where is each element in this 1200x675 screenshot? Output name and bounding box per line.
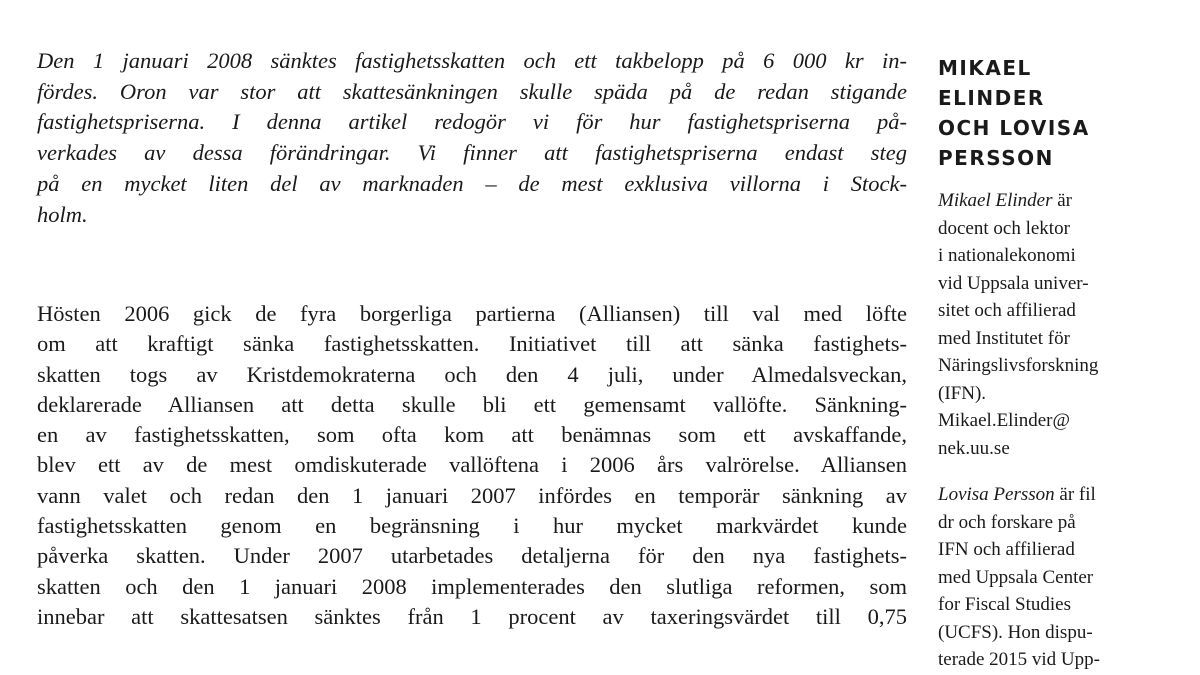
body-line: skatten togs av Kristdemokraterna och den 4 juli, under Almedalsveckan, <box>37 361 907 387</box>
bio-text: är <box>1052 190 1073 211</box>
body-line: skatten och den 1 januari 2008 implementerades den slutliga reformen, som <box>37 573 907 599</box>
author-email: nek.uu.se <box>938 437 1010 459</box>
bio-line: for Fiscal Studies <box>938 594 1071 615</box>
article-body <box>37 299 907 632</box>
bio-line: i nationalekonomi <box>938 245 1076 266</box>
authors-heading-line: OCH LOVISA <box>938 116 1090 140</box>
author-name: Lovisa Persson <box>938 484 1055 505</box>
body-line: om att kraftigt sänka fastighetsskatten. Initiativet till att sänka fastighets- <box>37 331 907 357</box>
body-line: påverka skatten. Under 2007 utarbetades detaljerna för den nya fastighets- <box>37 543 907 569</box>
bio-first-line <box>938 187 1178 215</box>
bio-line: vid Uppsala univer- <box>938 272 1089 294</box>
bio-line: (IFN). <box>938 382 987 404</box>
bio-line: terade 2015 vid Upp- <box>938 649 1100 670</box>
body-line: fastighetsskatten genom en begränsning i hur mycket markvärdet kunde <box>37 513 907 539</box>
abstract-line: på en mycket liten del av marknaden – de mest exklusiva villorna i Stock- <box>37 170 907 196</box>
bio-line: med Uppsala Center <box>938 566 1094 588</box>
body-line: blev ett av de mest omdiskuterade vallöftena i 2006 års valrörelse. Alliansen <box>37 452 907 478</box>
abstract-line: fastighetspriserna. I denna artikel redogör vi för hur fastighetspriserna på- <box>37 109 907 135</box>
bio-line: Näringslivsforskning <box>938 355 1099 376</box>
abstract-line: verkades av dessa förändringar. Vi finner att fastighetspriserna endast steg <box>37 140 907 166</box>
bio-line: IFN och affilierad <box>938 539 1075 560</box>
authors-heading-line: PERSSON <box>938 146 1054 170</box>
bio-text: är fil <box>1054 484 1096 505</box>
authors-heading-line: ELINDER <box>938 86 1045 110</box>
author-name: Mikael Elinder <box>938 190 1053 211</box>
authors-heading <box>938 53 1090 173</box>
authors-heading-line: MIKAEL <box>938 56 1032 80</box>
article-abstract <box>37 46 907 230</box>
body-line: en av fastighetsskatten, som ofta kom att benämnas som ett avskaffande, <box>37 422 907 448</box>
body-line: deklarerade Alliansen att detta skulle bli ett gemensamt vallöfte. Sänkning- <box>37 391 907 417</box>
author-bio-persson <box>938 481 1178 674</box>
bio-line: dr och forskare på <box>938 511 1076 533</box>
bio-line: (UCFS). Hon dispu- <box>938 621 1093 643</box>
abstract-line: Den 1 januari 2008 sänktes fastighetsskatten och ett takbelopp på 6 000 kr in- <box>37 48 907 73</box>
author-email: Mikael.Elinder@ <box>938 410 1070 431</box>
bio-line: docent och lektor <box>938 217 1070 239</box>
bio-line: sitet och affilierad <box>938 300 1076 321</box>
bio-first-line <box>938 481 1178 509</box>
bio-line: med Institutet för <box>938 327 1070 349</box>
body-line: innebar att skattesatsen sänktes från 1 procent av taxeringsvärdet till 0,75 <box>37 603 907 629</box>
author-bio-elinder <box>938 187 1178 462</box>
body-line: Hösten 2006 gick de fyra borgerliga partierna (Alliansen) till val med löfte <box>37 301 907 326</box>
abstract-line: holm. <box>37 201 88 227</box>
body-line: vann valet och redan den 1 januari 2007 infördes en temporär sänkning av <box>37 482 907 508</box>
abstract-line: fördes. Oron var stor att skattesänkningen skulle späda på de redan stigande <box>37 78 907 104</box>
